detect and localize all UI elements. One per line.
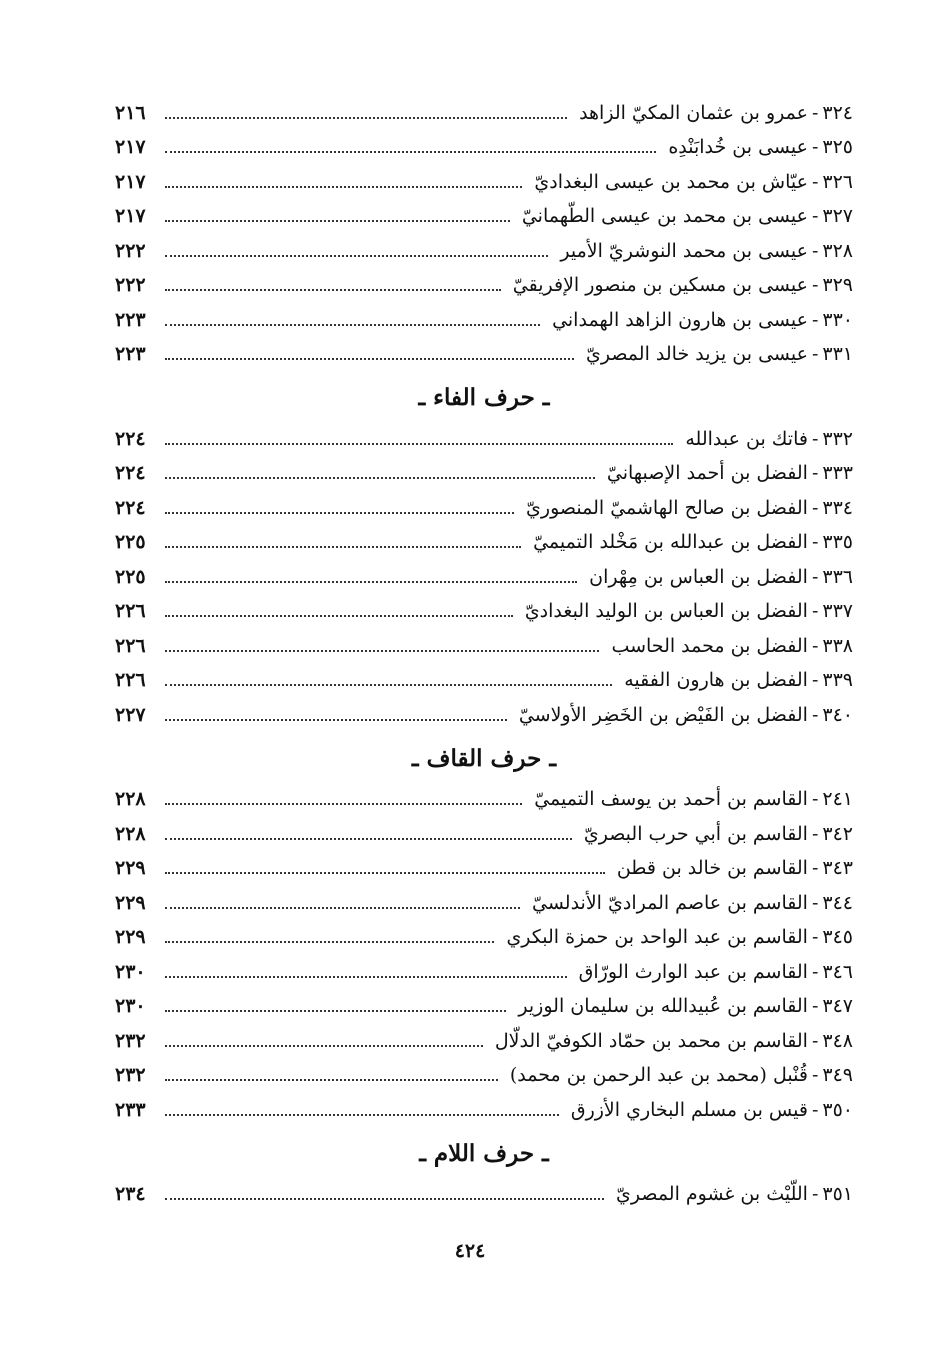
toc-entry <box>115 921 853 956</box>
dot-leader <box>165 1044 483 1047</box>
toc-entry <box>115 886 853 921</box>
toc-entry <box>115 165 853 200</box>
entry-page-number: ٢١٧ <box>115 136 146 159</box>
dot-leader <box>165 683 612 686</box>
entry-number: ٣٣٦ <box>822 565 853 588</box>
entry-page-number: ٢٢٤ <box>115 496 146 519</box>
entry-separator: - <box>811 669 819 692</box>
entry-title: الفضل بن العباس بن مِهْران <box>589 565 808 588</box>
dot-leader <box>165 1078 498 1081</box>
dot-leader <box>165 940 494 943</box>
entry-separator: - <box>811 703 819 726</box>
entry-page-number: ٢٣٢ <box>115 1064 146 1087</box>
entry-number: ٣٤٩ <box>822 1064 853 1087</box>
entry-separator: - <box>811 565 819 588</box>
entry-page-number: ٢٢٧ <box>115 703 146 726</box>
page-number: ٤٢٤ <box>454 1240 486 1262</box>
dot-leader <box>165 476 595 479</box>
dot-leader <box>165 649 599 652</box>
entry-title: الفضل بن عبدالله بن مَخْلد التميميّ <box>533 531 808 554</box>
entry-separator: - <box>811 427 819 450</box>
entry-page-number: ٢٢٩ <box>115 857 146 880</box>
entry-title: عيسى بن هارون الزاهد الهمداني <box>552 308 808 331</box>
entry-number: ٣٢٨ <box>822 239 853 262</box>
entry-separator: - <box>811 634 819 657</box>
dot-leader <box>165 185 522 188</box>
entry-separator: - <box>811 496 819 519</box>
section-heading: ـ حرف القاف ـ <box>411 744 557 772</box>
dot-leader <box>165 116 567 119</box>
entry-number: ٣٣٨ <box>822 634 853 657</box>
entry-page-number: ٢٢٦ <box>115 634 146 657</box>
toc-entry <box>115 422 853 457</box>
toc-entry <box>115 1093 853 1128</box>
toc-entry <box>115 852 853 887</box>
entry-page-number: ٢٣٢ <box>115 1029 146 1052</box>
entry-title: عيسى بن محمد النوشريّ الأمير <box>560 239 808 262</box>
entry-number: ٣٤٨ <box>822 1029 853 1052</box>
toc-entry <box>115 234 853 269</box>
entry-title: القاسم بن عبد الوارث الورّاق <box>578 960 808 983</box>
entry-separator: - <box>811 239 819 262</box>
toc-entry <box>115 817 853 852</box>
toc-entry <box>115 1178 853 1213</box>
entry-title: عيسى بن خُدابَنْدِه <box>668 136 808 159</box>
entry-number: ٣٣٤ <box>822 496 853 519</box>
entry-number: ٣٤٦ <box>822 960 853 983</box>
entry-page-number: ٢٢٥ <box>115 565 146 588</box>
toc-entry <box>115 664 853 699</box>
dot-leader <box>165 442 673 445</box>
entry-separator: - <box>811 205 819 228</box>
section-heading: ـ حرف الفاء ـ <box>418 384 550 411</box>
entry-page-number: ٢٢٥ <box>115 531 146 554</box>
dot-leader <box>165 150 656 153</box>
entry-title: اللّيْث بن غشوم المصريّ <box>615 1183 808 1206</box>
toc-entry <box>115 1059 853 1094</box>
dot-leader <box>165 871 605 874</box>
toc-entry <box>115 96 853 131</box>
entry-separator: - <box>811 1098 819 1121</box>
entry-title: الفضل بن أحمد الإصبهانيّ <box>606 462 808 485</box>
entry-page-number: ٢١٦ <box>115 101 146 124</box>
entry-separator: - <box>811 1064 819 1087</box>
toc-entry <box>115 990 853 1025</box>
entry-separator: - <box>811 170 819 193</box>
entry-separator: - <box>811 1183 819 1206</box>
dot-leader <box>165 802 522 805</box>
entry-title: القاسم بن عبد الواحد بن حمزة البكري <box>506 926 808 949</box>
entry-number: ٣٣٥ <box>822 531 853 554</box>
entry-title: عيسى بن محمد بن عيسى الطّهمانيّ <box>521 205 808 228</box>
entry-number: ٣٢٤ <box>822 101 853 124</box>
entry-separator: - <box>811 343 819 366</box>
entry-page-number: ٢١٧ <box>115 205 146 228</box>
entry-title: فاتك بن عبدالله <box>685 427 808 450</box>
entry-title: الفضل بن صالح الهاشميّ المنصوريّ <box>526 496 808 519</box>
toc-entry <box>115 303 853 338</box>
toc-entry <box>115 491 853 526</box>
toc-entry <box>115 526 853 561</box>
entry-page-number: ٢١٧ <box>115 170 146 193</box>
entry-title: عيسى بن مسكين بن منصور الإفريقيّ <box>512 274 808 297</box>
entry-page-number: ٢٢٩ <box>115 926 146 949</box>
entry-title: عمرو بن عثمان المكيّ الزاهد <box>579 101 808 124</box>
entry-title: القاسم بن محمد بن حمّاد الكوفيّ الدلّال <box>494 1029 808 1052</box>
entry-page-number: ٢٢٣ <box>115 343 146 366</box>
entry-title: قُنْبل (محمد بن عبد الرحمن بن محمد) <box>509 1064 808 1087</box>
entry-number: ٣٢٥ <box>822 136 853 159</box>
entry-page-number: ٢٢٤ <box>115 427 146 450</box>
entry-page-number: ٢٣٠ <box>115 995 146 1018</box>
entry-number: ٣٢٧ <box>822 205 853 228</box>
entry-page-number: ٢٣٠ <box>115 960 146 983</box>
entry-title: الفضل بن العباس بن الوليد البغداديّ <box>524 600 808 623</box>
entry-title: القاسم بن عُبيدالله بن سليمان الوزير <box>518 995 808 1018</box>
entry-separator: - <box>811 822 819 845</box>
entry-number: ٣٣١ <box>822 343 853 366</box>
entry-title: القاسم بن أبي حرب البصريّ <box>583 822 808 845</box>
entry-number: ٣٥٠ <box>822 1098 853 1121</box>
entry-number: ٢٤١ <box>822 788 853 811</box>
entry-separator: - <box>811 274 819 297</box>
dot-leader <box>165 323 540 326</box>
entry-number: ٣٤٥ <box>822 926 853 949</box>
entry-page-number: ٢٢٤ <box>115 462 146 485</box>
toc-entry <box>115 698 853 733</box>
entry-title: الفضل بن محمد الحاسب <box>611 634 808 657</box>
entry-separator: - <box>811 531 819 554</box>
toc-entry <box>115 955 853 990</box>
entry-page-number: ٢٢٩ <box>115 891 146 914</box>
entry-number: ٣٣٧ <box>822 600 853 623</box>
entry-separator: - <box>811 600 819 623</box>
section-heading: ـ حرف اللام ـ <box>419 1139 549 1167</box>
entry-number: ٣٢٩ <box>822 274 853 297</box>
entry-title: القاسم بن أحمد بن يوسف التميميّ <box>534 788 808 811</box>
entry-number: ٣٣٢ <box>822 427 853 450</box>
dot-leader <box>165 614 513 617</box>
dot-leader <box>165 837 572 840</box>
entry-separator: - <box>811 788 819 811</box>
entry-number: ٣٤٣ <box>822 857 853 880</box>
entry-number: ٣٢٦ <box>822 170 853 193</box>
entry-separator: - <box>811 101 819 124</box>
entry-number: ٣٤٧ <box>822 995 853 1018</box>
dot-leader <box>165 357 574 360</box>
entry-page-number: ٢٢٦ <box>115 600 146 623</box>
entry-separator: - <box>811 926 819 949</box>
entry-separator: - <box>811 891 819 914</box>
dot-leader <box>165 580 577 583</box>
dot-leader <box>165 545 521 548</box>
dot-leader <box>165 1197 604 1200</box>
entry-page-number: ٢٢٣ <box>115 308 146 331</box>
toc-entry <box>115 629 853 664</box>
entry-separator: - <box>811 995 819 1018</box>
dot-leader <box>165 975 567 978</box>
entry-number: ٣٤٠ <box>822 703 853 726</box>
entry-number: ٣٤٤ <box>822 891 853 914</box>
entry-title: عيّاش بن محمد بن عيسى البغداديّ <box>534 170 808 193</box>
dot-leader <box>165 718 507 721</box>
entry-separator: - <box>811 308 819 331</box>
entry-page-number: ٢٣٤ <box>115 1183 146 1206</box>
toc-entry <box>115 269 853 304</box>
entry-page-number: ٢٢٦ <box>115 669 146 692</box>
dot-leader <box>165 511 514 514</box>
entry-title: الفضل بن هارون الفقيه <box>624 669 808 692</box>
toc-entry <box>115 131 853 166</box>
entry-number: ٣٣٠ <box>822 308 853 331</box>
dot-leader <box>165 288 501 291</box>
dot-leader <box>165 1113 559 1116</box>
entry-number: ٣٤٢ <box>822 822 853 845</box>
entry-page-number: ٢٢٨ <box>115 822 146 845</box>
toc-entry <box>115 783 853 818</box>
entry-separator: - <box>811 462 819 485</box>
dot-leader <box>165 906 520 909</box>
entry-page-number: ٢٣٣ <box>115 1098 146 1121</box>
dot-leader <box>165 219 510 222</box>
entry-title: الفضل بن الفَيْض بن الخَضِر الأولاسيّ <box>518 703 808 726</box>
entry-page-number: ٢٢٢ <box>115 274 146 297</box>
entry-page-number: ٢٢٨ <box>115 788 146 811</box>
entry-number: ٣٣٣ <box>822 462 853 485</box>
entry-number: ٣٣٩ <box>822 669 853 692</box>
toc-entry <box>115 338 853 373</box>
toc-entry <box>115 457 853 492</box>
entry-separator: - <box>811 960 819 983</box>
dot-leader <box>165 1009 506 1012</box>
entry-separator: - <box>811 136 819 159</box>
entry-separator: - <box>811 857 819 880</box>
toc-entry <box>115 1024 853 1059</box>
table-of-contents <box>115 96 853 1212</box>
toc-entry <box>115 560 853 595</box>
toc-entry <box>115 200 853 235</box>
entry-separator: - <box>811 1029 819 1052</box>
entry-title: عيسى بن يزيد خالد المصريّ <box>585 343 808 366</box>
entry-page-number: ٢٢٢ <box>115 239 146 262</box>
dot-leader <box>165 254 548 257</box>
entry-title: قيس بن مسلم البخاري الأزرق <box>570 1098 808 1121</box>
entry-title: القاسم بن عاصم المراديّ الأندلسيّ <box>532 891 808 914</box>
entry-number: ٣٥١ <box>822 1183 853 1206</box>
toc-entry <box>115 595 853 630</box>
entry-title: القاسم بن خالد بن قطن <box>616 857 808 880</box>
